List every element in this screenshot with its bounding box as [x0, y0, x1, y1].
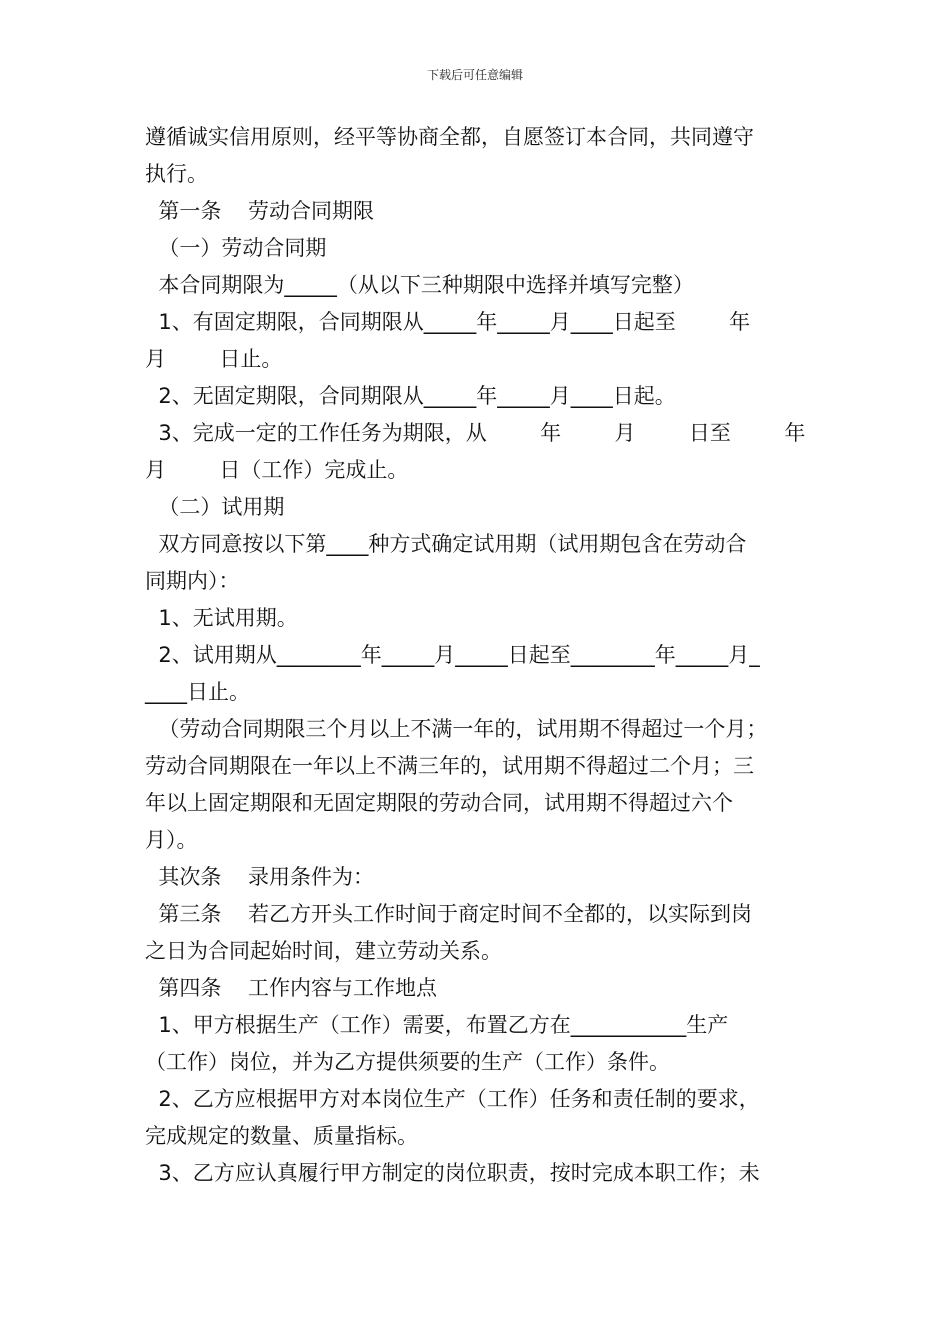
text-line: 月）。	[145, 828, 198, 852]
text-line: 3、乙方应认真履行甲方制定的岗位职责，按时完成本职工作；未	[145, 1161, 760, 1185]
article-heading: 第四条 工作内容与工作地点	[145, 976, 438, 1000]
text-line: 完成规定的数量、质量指标。	[145, 1124, 418, 1148]
text-line: 1、无试用期。	[145, 606, 298, 630]
text-line: 执行。	[145, 162, 208, 186]
text-line: （劳动合同期限三个月以上不满一年的，试用期不得超过一个月；	[145, 717, 768, 741]
text-line: 同期内）：	[145, 569, 240, 593]
text-line: 双方同意按以下第____种方式确定试用期（试用期包含在劳动合	[145, 532, 747, 556]
section-heading: （一）劳动合同期	[145, 236, 327, 260]
text-line: 年以上固定期限和无固定期限的劳动合同，试用期不得超过六个	[145, 791, 733, 815]
text-line: 3、完成一定的工作任务为期限，从 年 月 日至 年	[145, 421, 806, 445]
text-line: 2、乙方应根据甲方对本岗位生产（工作）任务和责任制的要求，	[145, 1087, 760, 1111]
text-line: 1、有固定期限，合同期限从_____年_____月____日起至 年	[145, 310, 751, 334]
text-line: 本合同期限为_____（从以下三种期限中选择并填写完整）	[145, 273, 694, 297]
page-header: 下载后可任意编辑	[426, 68, 523, 82]
text-line: 遵循诚实信用原则，经平等协商全都，自愿签订本合同，共同遵守	[145, 125, 754, 149]
text-line: 劳动合同期限在一年以上不满三年的，试用期不得超过二个月；三	[145, 754, 754, 778]
text-line: 1、甲方根据生产（工作）需要，布置乙方在___________生产	[145, 1013, 729, 1037]
text-line: 2、试用期从________年_____月_____日起至________年_____月_	[145, 643, 760, 667]
text-line: 月 日（工作）完成止。	[145, 458, 409, 482]
article-heading: 第三条 若乙方开头工作时间于商定时间不全都的，以实际到岗	[145, 902, 753, 926]
text-line: ____日止。	[145, 680, 250, 704]
text-line: 2、无固定期限，合同期限从_____年_____月____日起。	[145, 384, 676, 408]
text-line: （工作）岗位，并为乙方提供须要的生产（工作）条件。	[145, 1050, 670, 1074]
text-line: 之日为合同起始时间，建立劳动关系。	[145, 939, 502, 963]
section-heading: （二）试用期	[145, 495, 285, 519]
article-heading: 其次条 录用条件为：	[145, 865, 375, 889]
article-heading: 第一条 劳动合同期限	[145, 199, 375, 223]
text-line: 月 日止。	[145, 347, 283, 371]
